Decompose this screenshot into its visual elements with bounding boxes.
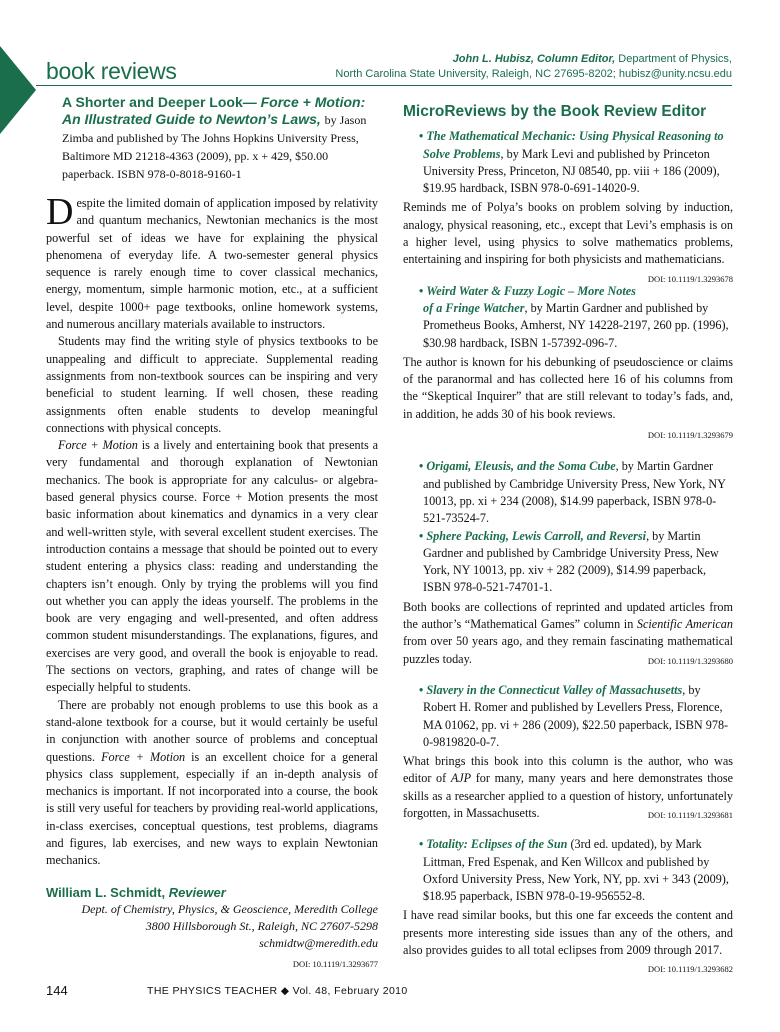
micro-book-title: Sphere Packing, Lewis Carroll, and Reversi — [426, 528, 647, 543]
micro-biblio: , by Robert H. Romer and published by Levellers Press, Florence, MA 01062, pp. vi + 286 (2009), $22.50 paperback, ISBN 978-0-9819820-0-7. — [423, 682, 729, 749]
bullet-icon: • — [419, 837, 427, 852]
micro-body — [403, 354, 733, 423]
bullet-icon: • — [419, 682, 427, 697]
bullet-icon: • — [419, 283, 427, 298]
micro-body-text: What brings this book into this column is the author, who was editor of — [403, 754, 733, 786]
section-tab-triangle — [0, 46, 36, 134]
bullet-icon: • — [419, 528, 427, 543]
micro-body-text: I have read similar books, but this one far exceeds the content and presents more interesting side issues than any of the others, and also provides guides to all total eclipses from 2009 through 2017. — [403, 908, 733, 958]
microreviews — [403, 103, 733, 979]
bullet-icon: • — [419, 129, 427, 144]
micro-book-title: Slavery in the Connecticut Valley of Massachusetts — [426, 682, 683, 697]
micro-biblio: , by Martin Gardner and published by Prometheus Books, Amherst, NY 14228-2197, 260 pp. (1996), $30.98 hardback, ISBN 1-57392-096-7. — [423, 300, 729, 350]
micro-body-text: from over 50 years ago, and they remain fascinating mathematical puzzles today. — [403, 634, 733, 666]
review-title — [62, 94, 378, 183]
microreviews-heading: MicroReviews by the Book Review Editor — [403, 103, 707, 120]
micro-entry — [419, 528, 733, 597]
micro-biblio: , by Mark Levi and published by Princeton University Press, Princeton, NJ 08540, pp. viii + 186 (2009), $19.95 hardback, ISBN 978-0-691-14020-9. — [423, 146, 720, 196]
paragraph-3-text: is a lively and entertaining book that presents a very fundamental and thorough explanation of Newtonian mechanics. The book is appropriate for any calculus- or algebra-based general physics course. Force + Motion presents the most basic information about kinematics and dynamics in a very clear and well-written style, with several excellent student exercises. The introduction contains a message that should be pointed out to every student entering a physics class: reading and understanding the chapters isn’t enough. Only by trying the problems will you find out whether you can apply the ideas yourself. The problems in the book are very engaging and well-presented, and often address common student misunderstandings. The explanations, figures, and exercises are very good, and overall the book is enjoyable to read. The sections on vectors, graphing, and rates of change will be especially helpful to students. — [46, 438, 379, 695]
main-review — [46, 94, 378, 973]
page-footer — [46, 983, 408, 998]
reviewer-role: Reviewer — [168, 884, 226, 900]
micro-body — [403, 599, 733, 668]
micro-body-text: for many, many years and here demonstrates those skills as a researcher applied to a question of history, unfortunately forgotten, in Massachusetts. — [403, 771, 733, 820]
micro-entry — [419, 283, 733, 352]
micro-entry — [419, 682, 733, 751]
micro-book-title: Origami, Eleusis, and the Soma Cube — [426, 459, 616, 474]
reviewer-affiliation — [46, 901, 378, 952]
micro-body — [403, 907, 733, 975]
doi: DOI: 10.1119/1.3293679 — [647, 430, 733, 441]
journal-abbrev: AJP — [450, 771, 472, 786]
micro-biblio: , by Martin Gardner and published by Cambridge University Press, New York, NY 10013, pp. xiv + 282 (2009), $14.99 paperback, ISBN 978-0-521-74701-1. — [423, 528, 719, 595]
micro-book-title: The Mathematical Mechanic: Using Physical Reasoning to Solve Problems — [423, 129, 724, 161]
paragraph-2: Students may find the writing style of physics textbooks to be unappealing and difficult to appreciate. Supplemental reading assignments from non-textbook sources can be inspiring and very beneficial to student learning. If well chosen, these reading assignments often enable students to develop meaningful connections with physical concepts. — [46, 334, 378, 435]
micro-book-title: Totality: Eclipses of the Sun — [426, 837, 568, 852]
doi: DOI: 10.1119/1.3293682 — [647, 964, 733, 975]
spacer — [403, 668, 733, 682]
micro-entry — [419, 836, 733, 905]
review-book-title: Force + Motion: An Illustrated Guide to Newton’s Laws, — [62, 94, 366, 127]
column-editor-info — [335, 52, 732, 82]
reviewer-name-text: William L. Schmidt, — [46, 884, 169, 900]
micro-body — [403, 753, 733, 822]
micro-biblio: (3rd ed. updated), by Mark Littman, Fred Espenak, and Ken Willcox and published by Oxford University Press, New York, NY, pp. xvi + 343 (2009), $18.95 paperback, ISBN 978-0-19-956552-8. — [423, 837, 729, 904]
spacer — [403, 444, 733, 458]
micro-book-title: Weird Water & Fuzzy Logic – More Notes of a Fringe Watcher — [423, 283, 636, 315]
micro-biblio: , by Martin Gardner and published by Cambridge University Press, New York, NY 10013, pp. xi + 234 (2008), $14.99 paperback, ISBN 978-0-521-73524-7. — [423, 459, 726, 526]
reviewer-name — [46, 884, 378, 901]
editor-affil-1: Department of Physics, — [618, 53, 732, 65]
micro-entry — [419, 458, 733, 527]
paragraph-4 — [46, 697, 378, 870]
review-title-lead: A Shorter and Deeper Look— — [62, 94, 261, 110]
affil-line-2: 3800 Hillsborough St., Raleigh, NC 27607-5298 — [145, 918, 378, 933]
micro-body-text: Reminds me of Polya’s books on problem solving by induction, analogy, physical reasoning, etc., except that Levi’s emphasis is on a higher level, using physics to solve mathematics problems, entertaining and inspiring for both physicists and mathematicians. — [403, 200, 733, 267]
micro-entry — [419, 128, 733, 197]
doi: DOI: 10.1119/1.3293681 — [647, 809, 733, 820]
doi: DOI: 10.1119/1.3293680 — [647, 655, 733, 666]
reviewer-email: schmidtw@meredith.edu — [259, 935, 378, 950]
paragraph-3 — [46, 437, 378, 696]
micro-body-text: Both books are collections of reprinted and updated articles from the author’s “Mathematical Games” column in — [403, 599, 733, 632]
editor-name: John L. Hubisz, Column Editor, — [452, 53, 616, 65]
header-rule — [36, 85, 732, 86]
paragraph-1-text: espite the limited domain of application imposed by relativity and quantum mechanics, Newtonian mechanics is the most powerful set of ideas we have for explaining the physical phenomena of everyday life. A two-semester general physics sequence is rarely enough time to cover classical mechanics, energy, momentum, simple harmonic motion, etc., at a sufficient level, despite 1000+ page textbooks, online homework systems, and numerous ancillary materials available to instructors. — [46, 196, 378, 332]
magazine-title: Scientific American — [636, 617, 733, 632]
bullet-icon: • — [419, 459, 427, 474]
journal-footer: THE PHYSICS TEACHER ◆ Vol. 48, February 2010 — [147, 985, 408, 997]
spacer — [403, 822, 733, 836]
micro-body — [403, 199, 733, 284]
micro-body-text: The author is known for his debunking of pseudoscience or claims of the paranormal and has collected here 16 of his columns from the “Skeptical Inquirer” that are still relevant to today’s fads, and, in addition, he adds 30 of his book reviews. — [403, 354, 733, 421]
editor-affil-2: North Carolina State University, Raleigh, NC 27695-8202; hubisz@unity.ncsu.edu — [335, 68, 732, 80]
paragraph-4-a: There are probably not enough problems to use this book as a stand-alone textbook for a course, but it would certainly be useful in conjunction with another source of problems and conceptual questions. — [46, 697, 378, 764]
doi: DOI: 10.1119/1.3293677 — [292, 958, 378, 969]
affil-line-1: Dept. of Chemistry, Physics, & Geoscience, Meredith College — [81, 901, 378, 916]
paragraph-4-b: is an excellent choice for a general physics class supplement, especially if an in-depth analysis of mechanics is important. If not incorporated into a course, the book is still very useful for teachers by providing real-world applications, in-class exercises, conceptual questions, test problems, diagrams and figures, lab exercises, and new ways to explain Newtonian mechanics. — [46, 749, 378, 868]
paragraph-4-book: Force + Motion — [101, 749, 186, 764]
doi: DOI: 10.1119/1.3293678 — [647, 273, 733, 284]
dropcap: D — [46, 191, 74, 233]
paragraph-1 — [46, 191, 378, 333]
paragraph-3-book: Force + Motion — [58, 438, 138, 453]
section-title: book reviews — [46, 58, 177, 84]
page-number: 144 — [46, 983, 68, 998]
review-biblio: by Jason Zimba and published by The Johns Hopkins University Press, Baltimore MD 21218-4363 (2009), pp. x + 429, $50.00 paperback. ISBN 978-0-8018-9160-1 — [62, 113, 367, 181]
